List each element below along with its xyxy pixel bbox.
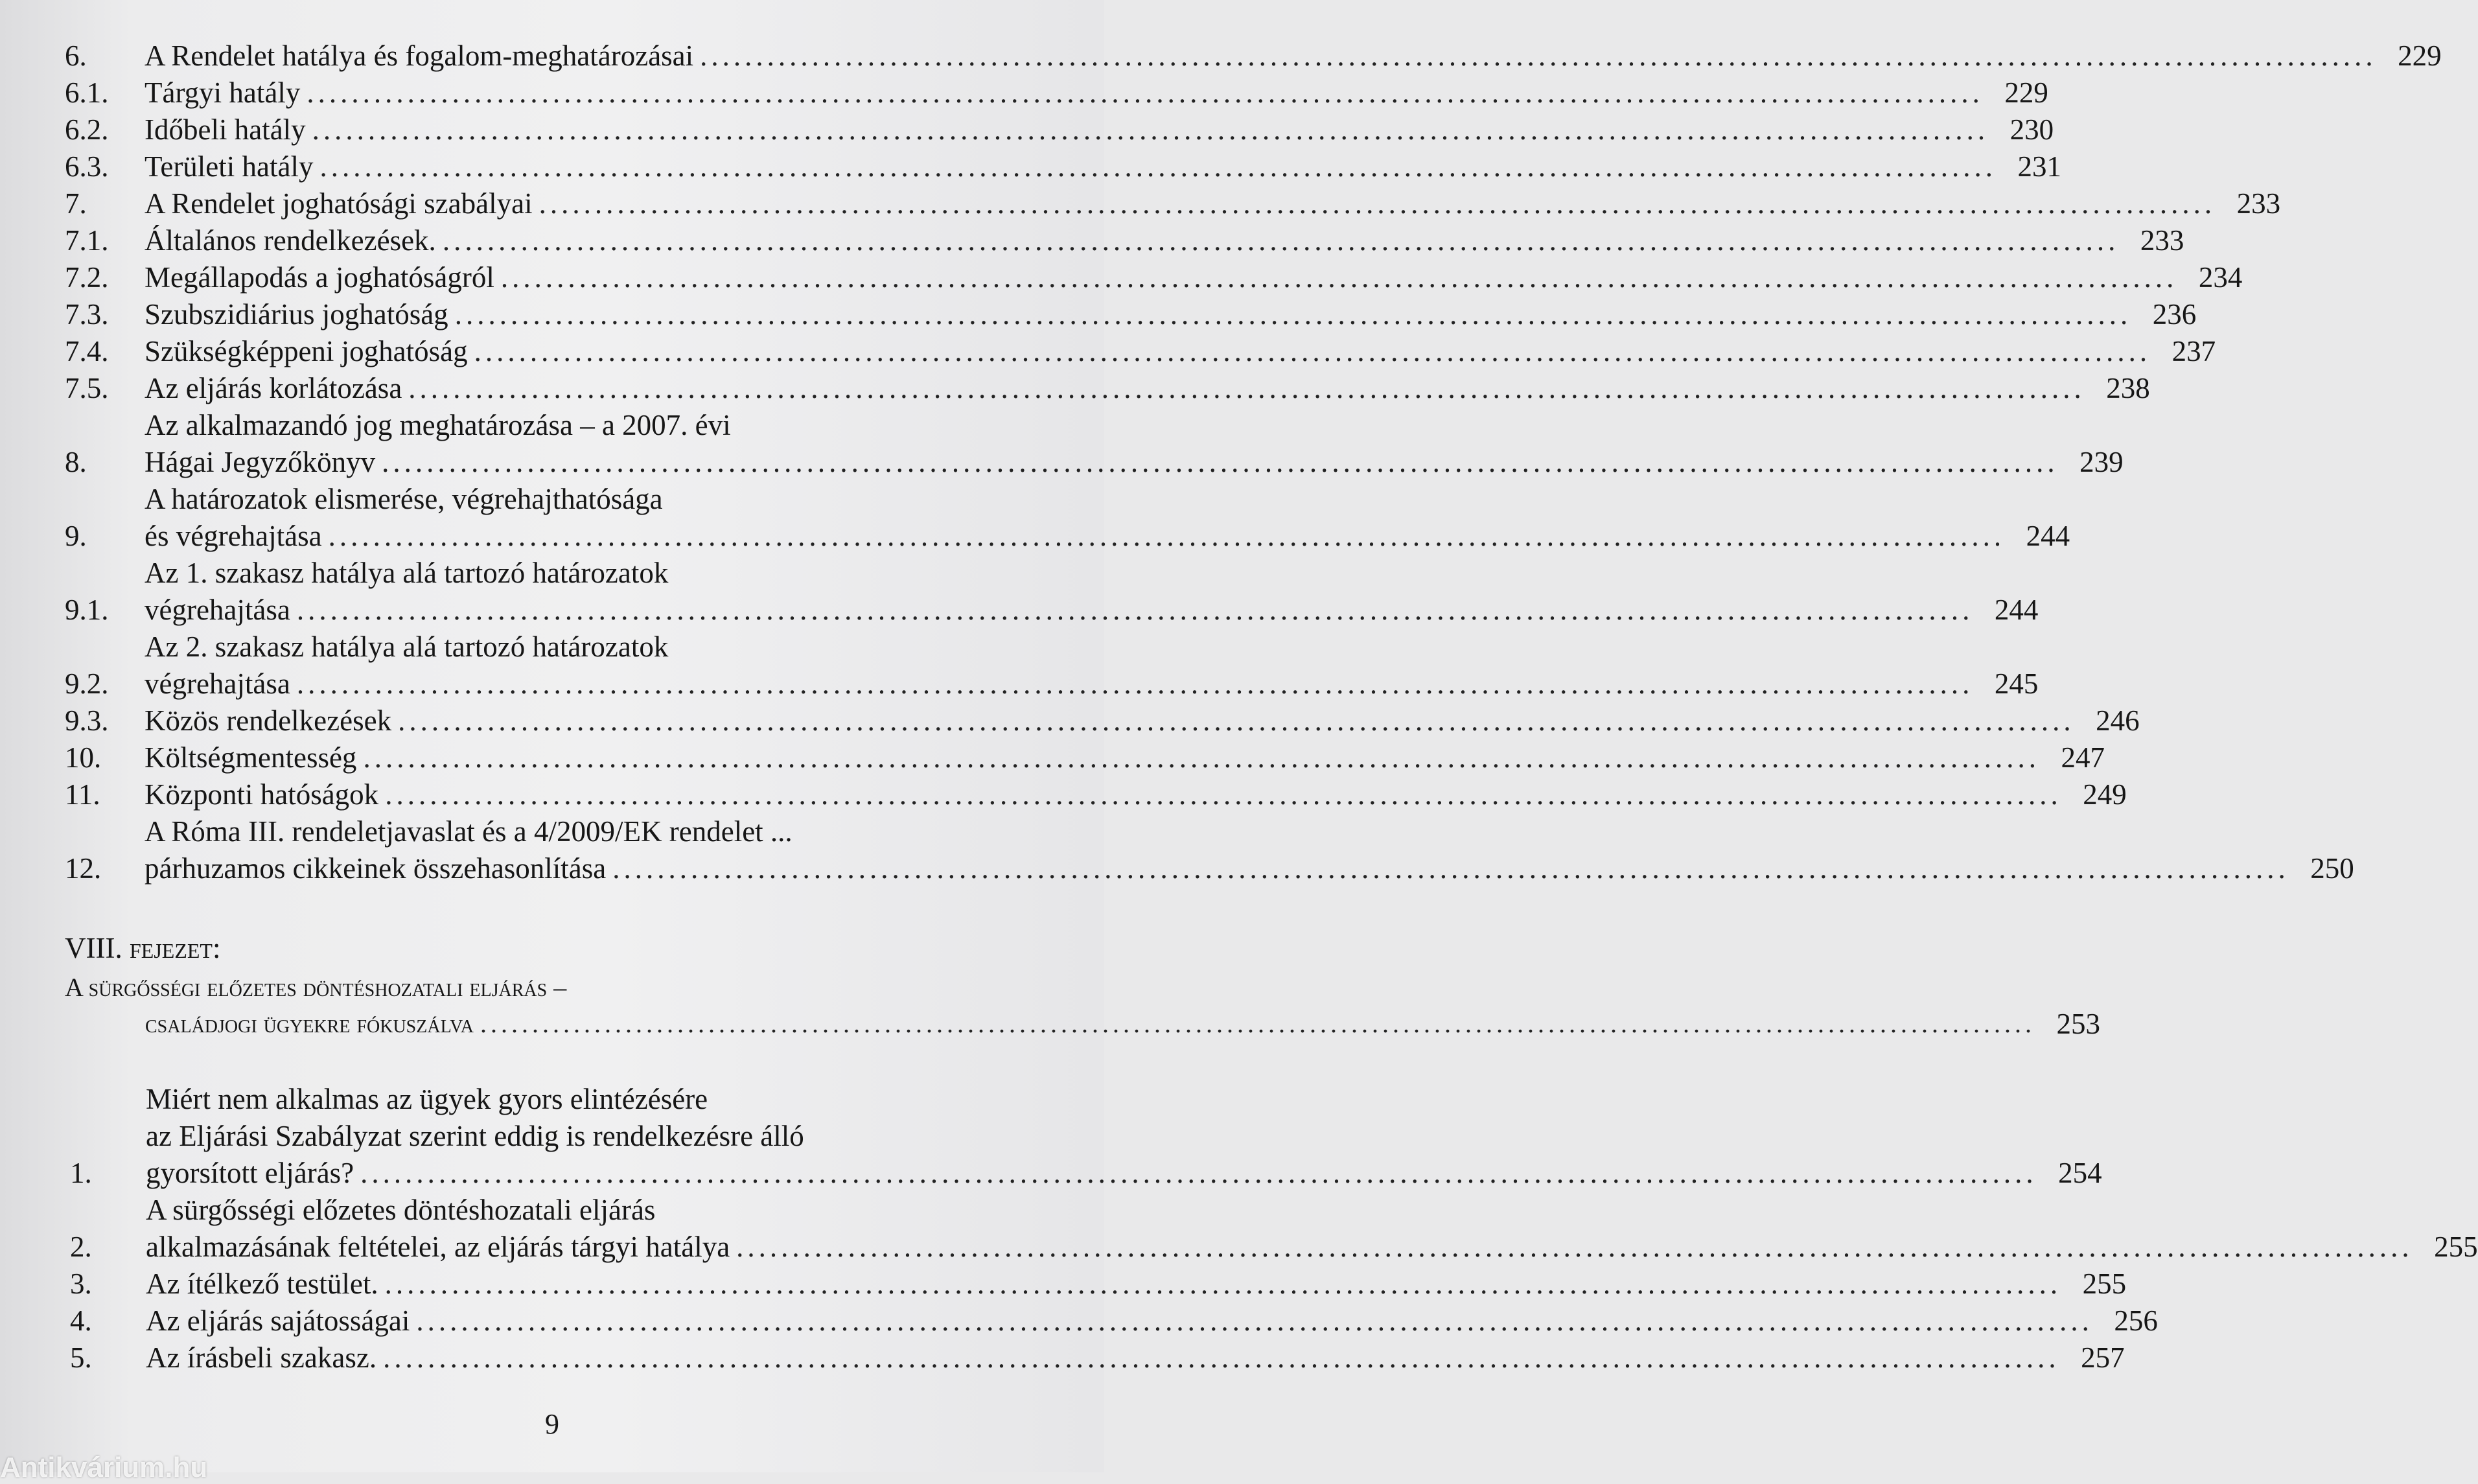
toc-entry-number: 4. <box>70 1304 92 1337</box>
toc-entry-title: párhuzamos cikkeinek összehasonlítása <box>145 852 607 885</box>
toc-entry-number: 10. <box>65 741 102 774</box>
toc-entry-title: Központi hatóságok <box>145 778 379 811</box>
toc-entry-title: A Rendelet hatálya és fogalom-meghatározásai <box>145 40 694 72</box>
leader-dots <box>480 1006 2035 1042</box>
toc-entry-title: Megállapodás a joghatóságról <box>145 261 494 294</box>
toc-entry-page: 249 <box>2083 778 2127 811</box>
toc-entry-number: 6.3. <box>65 150 109 183</box>
toc-entry-number: 9. <box>65 520 87 552</box>
toc-entry-title: Az eljárás korlátozása <box>145 372 402 404</box>
toc-entry-title: A határozatok elismerése, végrehajthatósága <box>145 483 663 515</box>
toc-entry-number: 8. <box>65 446 87 478</box>
toc-entry-page: 229 <box>2398 40 2442 72</box>
toc-entry-page: 244 <box>2026 520 2070 552</box>
toc-entry-title: az Eljárási Szabályzat szerint eddig is rendelkezésre álló <box>146 1120 804 1152</box>
toc-entry-page: 247 <box>2061 741 2105 774</box>
toc-entry-number: 7.1. <box>65 224 109 257</box>
toc-entry-number: 7.5. <box>65 372 109 404</box>
toc-entry-number: 12. <box>65 852 102 885</box>
toc-entry <box>65 111 2054 148</box>
toc-entry <box>65 222 2184 259</box>
leader-dots <box>474 333 2151 370</box>
leader-dots <box>363 739 2040 776</box>
toc-entry <box>65 739 2105 776</box>
toc-entry <box>65 776 2127 813</box>
toc-entry-title: Általános rendelkezések. <box>145 224 436 257</box>
toc-entry <box>65 1192 2478 1266</box>
toc-entry <box>65 481 2070 555</box>
toc-entry-title: Miért nem alkalmas az ügyek gyors elintézésére <box>146 1083 708 1115</box>
leader-dots <box>455 296 2132 333</box>
toc-entry-title: Az alkalmazandó jog meghatározása – a 2007. évi <box>145 409 731 441</box>
chapter-title-line1: A sürgősségi előzetes döntéshozatali eljárás – <box>65 973 567 1002</box>
toc-entry-page: 234 <box>2198 261 2243 294</box>
toc-entry-title: alkalmazásának feltételei, az eljárás tárgyi hatálya <box>146 1231 730 1263</box>
toc-entry-page: 239 <box>2079 446 2124 478</box>
toc-entry <box>65 813 2354 887</box>
toc-entry-title: Szubszidiárius joghatóság <box>145 298 448 330</box>
toc-entry-page: 246 <box>2096 704 2140 737</box>
chapter-title-line2: családjogi ügyekre fókuszálva <box>145 1009 474 1038</box>
toc-entry-number: 6. <box>65 40 87 72</box>
leader-dots <box>312 111 1989 148</box>
toc-entry-number: 7. <box>65 187 87 220</box>
toc-entry-number: 7.3. <box>65 298 109 330</box>
toc-entry-number: 9.2. <box>65 667 109 700</box>
leader-dots <box>736 1229 2413 1266</box>
toc-entry-page: 254 <box>2058 1157 2102 1189</box>
toc-entry-title: Az eljárás sajátosságai <box>146 1304 410 1337</box>
toc-entry-title: Szükségképpeni joghatóság <box>145 335 468 367</box>
toc-entry <box>65 333 2216 370</box>
toc-entry-number: 9.3. <box>65 704 109 737</box>
leader-dots <box>501 259 2178 296</box>
toc-entry <box>65 407 2124 481</box>
leader-dots <box>307 75 1984 111</box>
toc-section-1 <box>65 38 2442 887</box>
toc-entry-title: Az ítélkező testület. <box>146 1268 378 1300</box>
chapter-title <box>65 969 2100 1042</box>
toc-entry-page: 233 <box>2236 187 2281 220</box>
toc-entry <box>65 1339 2125 1376</box>
toc-entry-title: A Rendelet joghatósági szabályai <box>145 187 533 220</box>
toc-entry <box>65 629 2039 702</box>
toc-entry-number: 6.1. <box>65 76 109 109</box>
toc-entry-page: 255 <box>2082 1268 2127 1300</box>
leader-dots <box>385 776 2062 813</box>
leader-dots <box>408 370 2085 407</box>
toc-entry-title: Költségmentesség <box>145 741 357 774</box>
leader-dots <box>539 185 2216 222</box>
toc-entry <box>65 702 2140 739</box>
toc-entry-title: Területi hatály <box>145 150 314 183</box>
page-number: 9 <box>545 1408 559 1440</box>
leader-dots <box>320 148 1997 185</box>
toc-section-2 <box>65 1081 2478 1376</box>
leader-dots <box>385 1266 2062 1303</box>
leader-dots <box>297 592 1974 629</box>
chapter-roman: VIII. <box>65 932 122 964</box>
toc-entry-number: 1. <box>70 1157 92 1189</box>
toc-entry-page: 233 <box>2140 224 2184 257</box>
toc-entry <box>65 148 2061 185</box>
leader-dots <box>700 38 2377 75</box>
toc-entry-number: 7.2. <box>65 261 109 294</box>
toc-entry-title: Tárgyi hatály <box>145 76 301 109</box>
toc-entry-number: 2. <box>70 1231 92 1263</box>
table-of-contents <box>65 38 2478 1376</box>
toc-entry-page: 250 <box>2310 852 2354 885</box>
toc-entry-number: 9.1. <box>65 594 109 626</box>
leader-dots <box>398 702 2075 739</box>
toc-entry <box>65 1081 2102 1192</box>
toc-entry <box>65 185 2281 222</box>
toc-entry-title: gyorsított eljárás? <box>146 1157 354 1189</box>
leader-dots <box>297 666 1974 702</box>
toc-entry-page: 231 <box>2017 150 2061 183</box>
toc-entry-title: Az 1. szakasz hatálya alá tartozó határozatok <box>145 557 669 589</box>
toc-entry-title: A sürgősségi előzetes döntéshozatali eljárás <box>146 1194 656 1226</box>
leader-dots <box>329 518 2006 555</box>
leader-dots <box>416 1303 2093 1339</box>
leader-dots <box>612 850 2289 887</box>
toc-entry-page: 229 <box>2004 76 2048 109</box>
toc-entry-page: 244 <box>1994 594 2039 626</box>
leader-dots <box>382 444 2059 481</box>
toc-entry <box>65 555 2039 629</box>
toc-entry-number: 5. <box>70 1341 92 1374</box>
toc-entry-title: Az 2. szakasz hatálya alá tartozó határozatok <box>145 631 669 663</box>
chapter-word: fejezet: <box>129 932 221 964</box>
chapter-page: 253 <box>2056 1008 2100 1040</box>
toc-entry-title: Közös rendelkezések <box>145 704 392 737</box>
toc-entry-title: végrehajtása <box>145 667 290 700</box>
toc-entry <box>65 75 2048 111</box>
toc-entry-title: Hágai Jegyzőkönyv <box>145 446 376 478</box>
toc-entry-page: 237 <box>2171 335 2216 367</box>
toc-entry-number: 6.2. <box>65 113 109 146</box>
toc-entry-number: 11. <box>65 778 100 811</box>
toc-entry-title: Időbeli hatály <box>145 113 306 146</box>
toc-entry-number: 3. <box>70 1268 92 1300</box>
chapter-heading <box>65 930 2100 1042</box>
toc-entry <box>65 1303 2158 1339</box>
toc-entry <box>65 1266 2127 1303</box>
watermark: Antikvárium.hu <box>0 1452 208 1483</box>
toc-entry <box>65 38 2442 75</box>
toc-entry-page: 238 <box>2106 372 2150 404</box>
toc-entry-page: 230 <box>2009 113 2054 146</box>
toc-entry-page: 257 <box>2081 1341 2125 1374</box>
toc-entry-title: A Róma III. rendeletjavaslat és a 4/2009/EK rendelet ... <box>145 815 793 848</box>
toc-entry-title: és végrehajtása <box>145 520 322 552</box>
toc-entry-page: 245 <box>1994 667 2039 700</box>
leader-dots <box>360 1155 2037 1192</box>
toc-entry <box>65 296 2197 333</box>
toc-entry-page: 256 <box>2114 1304 2158 1337</box>
toc-entry <box>65 259 2243 296</box>
leader-dots <box>383 1339 2060 1376</box>
toc-entry <box>65 370 2150 407</box>
toc-entry-number: 7.4. <box>65 335 109 367</box>
leader-dots <box>443 222 2120 259</box>
toc-entry-page: 255 <box>2434 1231 2478 1263</box>
toc-entry-page: 236 <box>2152 298 2197 330</box>
toc-entry-title: végrehajtása <box>145 594 290 626</box>
toc-entry-title: Az írásbeli szakasz. <box>146 1341 377 1374</box>
